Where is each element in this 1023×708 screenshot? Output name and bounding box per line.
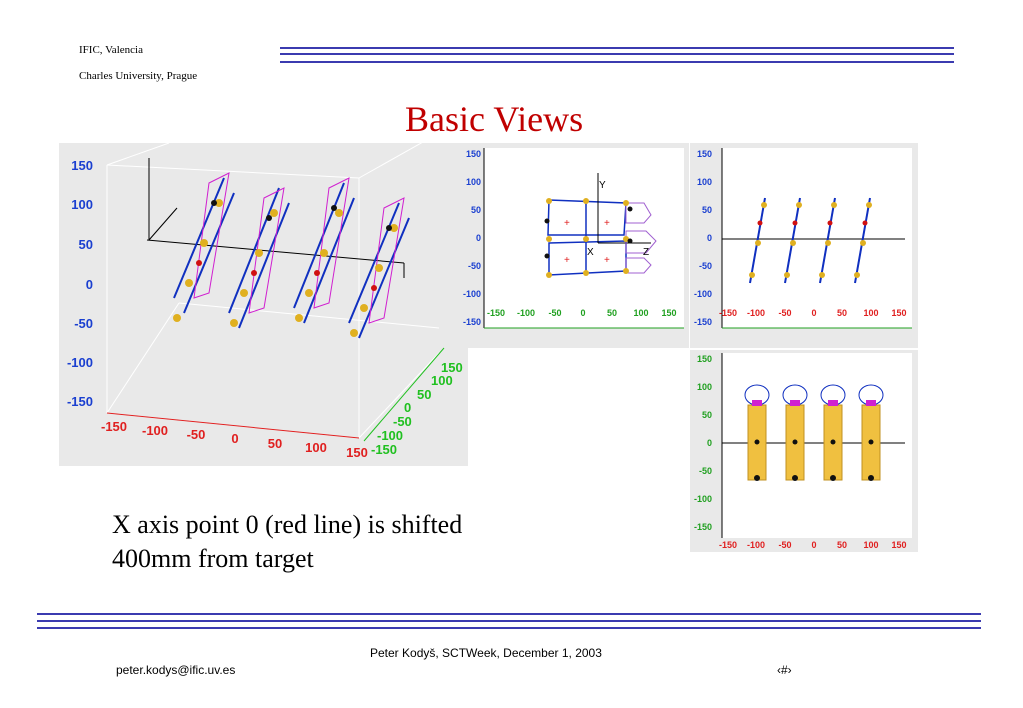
- y-tick-side: 50: [701, 205, 712, 215]
- y-tick-xy: 0: [475, 233, 481, 243]
- y-tick-3d: 0: [85, 277, 93, 292]
- x-tick-side: 0: [811, 308, 817, 318]
- y-tick-xy: -150: [462, 317, 481, 327]
- x-tick-xy: 50: [606, 308, 618, 318]
- footer-page-number: ‹#›: [777, 663, 792, 677]
- z-tick-3d: 100: [431, 373, 453, 388]
- institution-2: Charles University, Prague: [79, 70, 198, 82]
- footer-rule-top: [37, 613, 981, 615]
- view-side-panel: [690, 143, 918, 348]
- x-tick-top: -100: [746, 540, 766, 550]
- y-tick-side: 0: [706, 233, 712, 243]
- y-tick-3d: -150: [66, 394, 93, 409]
- y-tick-xy: -50: [467, 261, 481, 271]
- x-tick-side: 100: [863, 308, 879, 318]
- y-tick-top: 100: [696, 382, 712, 392]
- footer-email[interactable]: peter.kodys@ific.uv.es: [116, 663, 236, 677]
- y-tick-top: 0: [706, 438, 712, 448]
- x-tick-top: -50: [778, 540, 792, 550]
- header-rule-mid: [280, 53, 954, 55]
- y-tick-side: 150: [696, 149, 712, 159]
- y-tick-xy: 50: [470, 205, 481, 215]
- y-tick-top: 150: [696, 354, 712, 364]
- z-tick-3d: -100: [377, 428, 404, 443]
- axis-label-x-xy: X: [587, 247, 594, 258]
- header-rule-top: [280, 47, 954, 49]
- institution-1: IFIC, Valencia: [79, 44, 143, 56]
- x-tick-top: 50: [836, 540, 848, 550]
- view-side-plot: [690, 143, 918, 348]
- view-top-plot: [690, 350, 918, 552]
- view-top-panel: [690, 350, 918, 552]
- x-tick-side: -50: [778, 308, 792, 318]
- y-tick-xy: -100: [462, 289, 481, 299]
- z-tick-3d: 50: [417, 387, 432, 402]
- footer-rule-bottom: [37, 627, 981, 629]
- caption-line-2: 400mm from target: [112, 544, 314, 573]
- y-tick-3d: -50: [74, 316, 93, 331]
- axis-label-y-xy: Y: [599, 180, 606, 191]
- y-tick-top: -150: [693, 522, 712, 532]
- z-tick-3d: 150: [441, 360, 463, 375]
- y-tick-side: -50: [698, 261, 712, 271]
- x-tick-3d: -150: [100, 419, 128, 434]
- axes-3d: [147, 158, 404, 278]
- footer-presenter: Peter Kodyš, SCTWeek, December 1, 2003: [370, 646, 602, 660]
- y-tick-3d: -100: [66, 355, 93, 370]
- y-tick-top: 50: [701, 410, 712, 420]
- y-tick-xy: 100: [465, 177, 481, 187]
- svg-text:+: +: [564, 255, 570, 266]
- slide-caption: [112, 508, 462, 576]
- x-tick-3d: -50: [186, 427, 206, 442]
- x-tick-top: 100: [863, 540, 879, 550]
- x-tick-top: -150: [718, 540, 738, 550]
- y-tick-3d: 150: [71, 158, 93, 173]
- x-tick-xy: 100: [633, 308, 649, 318]
- x-tick-side: 50: [836, 308, 848, 318]
- x-tick-3d: 100: [305, 440, 327, 455]
- caption-line-1: X axis point 0 (red line) is shifted: [112, 510, 463, 539]
- x-tick-xy: -150: [486, 308, 506, 318]
- z-tick-3d: 0: [404, 400, 412, 415]
- x-tick-3d: 50: [267, 436, 283, 451]
- x-tick-side: 150: [891, 308, 907, 318]
- view-3d-panel: [59, 143, 468, 466]
- y-tick-xy: 150: [465, 149, 481, 159]
- header-rule-bottom: [280, 61, 954, 63]
- view-xy-panel: [456, 143, 689, 348]
- y-tick-side: -150: [693, 317, 712, 327]
- modules-3d: [173, 173, 409, 338]
- slide-title: Basic Views: [405, 99, 584, 139]
- x-tick-3d: -100: [141, 423, 169, 438]
- x-tick-xy: -50: [548, 308, 562, 318]
- y-tick-3d: 100: [71, 197, 93, 212]
- z-tick-3d: -150: [371, 442, 398, 457]
- x-tick-xy: -100: [516, 308, 536, 318]
- y-tick-side: -100: [693, 289, 712, 299]
- x-tick-3d: 0: [231, 431, 239, 446]
- x-tick-xy: 0: [580, 308, 586, 318]
- view-xy-plot: [456, 143, 689, 348]
- x-tick-side: -150: [718, 308, 738, 318]
- x-tick-top: 0: [811, 540, 817, 550]
- box-wireframe: [107, 143, 439, 438]
- x-tick-xy: 150: [661, 308, 677, 318]
- x-tick-side: -100: [746, 308, 766, 318]
- axis-label-z-xy: Z: [643, 247, 650, 258]
- svg-text:+: +: [604, 218, 610, 229]
- x-tick-top: 150: [891, 540, 907, 550]
- x-tick-3d: 150: [346, 445, 368, 460]
- svg-text:+: +: [604, 255, 610, 266]
- y-tick-3d: 50: [78, 237, 93, 252]
- svg-text:+: +: [564, 218, 570, 229]
- z-tick-3d: -50: [393, 414, 412, 429]
- y-tick-top: -100: [693, 494, 712, 504]
- view-3d-plot: [59, 143, 468, 466]
- footer-rule-mid: [37, 620, 981, 622]
- y-tick-side: 100: [696, 177, 712, 187]
- y-tick-top: -50: [698, 466, 712, 476]
